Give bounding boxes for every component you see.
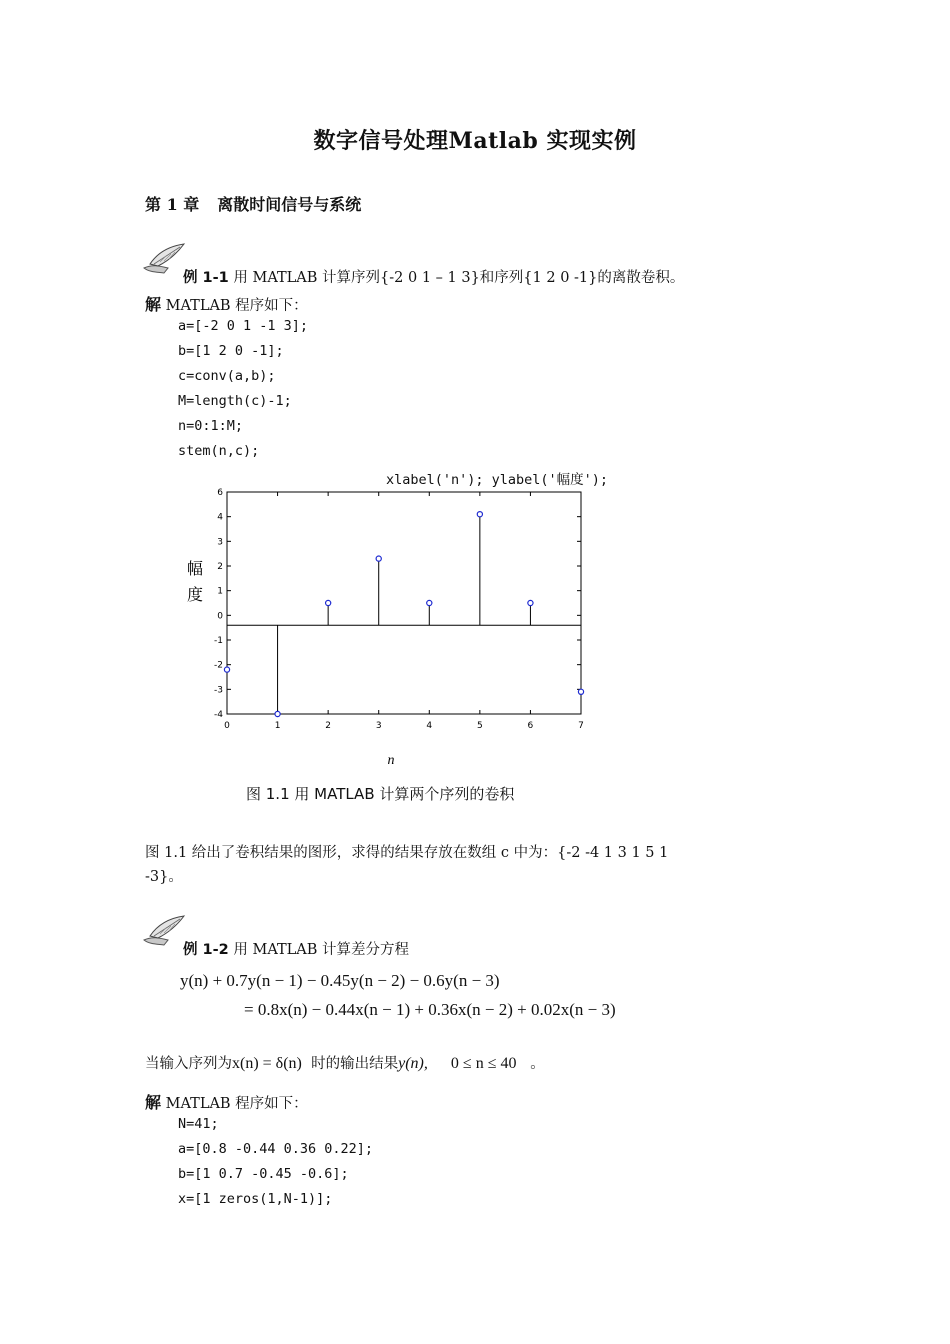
- x-tick-label: 6: [527, 721, 534, 731]
- solution-line: [145, 1090, 308, 1113]
- x-axis-label: n: [387, 753, 395, 768]
- code-line: stem(n,c);: [178, 443, 260, 459]
- solution-line: [145, 292, 308, 315]
- code-line: x=[1 zeros(1,N-1)];: [178, 1191, 333, 1207]
- x-tick-label: 3: [375, 721, 382, 731]
- code-line: M=length(c)-1;: [178, 393, 292, 409]
- input-prefix: 当输入序列为: [145, 1056, 232, 1072]
- y-tick-label: 3: [217, 537, 223, 548]
- x-tick-label: 1: [274, 721, 281, 731]
- code-line: a=[-2 0 1 -1 3];: [178, 318, 309, 334]
- x-tick-label: 7: [578, 721, 584, 731]
- solution-text: MATLAB 程序如下：: [165, 298, 308, 314]
- example-text: 用 MATLAB 计算差分方程: [233, 942, 410, 958]
- y-tick-label: 0: [217, 611, 223, 622]
- y-tick-label: -1: [214, 636, 223, 646]
- stem-marker: [376, 556, 381, 561]
- chapter-heading: [145, 192, 361, 215]
- y-tick-label: 2: [217, 562, 223, 572]
- example-1-2-statement: [183, 938, 409, 959]
- x-tick-label: 4: [426, 721, 433, 731]
- output-symbol: y(n),: [398, 1055, 428, 1072]
- y-tick-label: -4: [214, 710, 223, 720]
- y-axis-label: 度: [186, 585, 204, 604]
- difference-equation-line-2: = 0.8x(n) − 0.44x(n − 1) + 0.36x(n − 2) + 0.02x(n − 3): [244, 1000, 616, 1019]
- result-paragraph-line-1: 图 1.1 给出了卷积结果的图形，求得的结果存放在数组 c 中为：{-2 -4 1 3 1 5 1: [145, 845, 669, 861]
- result-paragraph-line-2: -3}。: [145, 869, 183, 885]
- stem-marker: [326, 600, 331, 605]
- y-tick-label: 6: [217, 488, 223, 498]
- code-line: a=[0.8 -0.44 0.36 0.22];: [178, 1141, 374, 1157]
- page-title: 数字信号处理Matlab 实现实例: [313, 128, 637, 154]
- input-end: 。: [530, 1056, 545, 1072]
- x-tick-label: 5: [476, 721, 483, 731]
- chapter-number: 第 1 章: [145, 195, 200, 214]
- x-tick-label: 0: [224, 721, 230, 731]
- solution-text: MATLAB 程序如下：: [165, 1096, 308, 1112]
- code-line: c=conv(a,b);: [178, 368, 276, 384]
- y-tick-label: -2: [214, 660, 223, 671]
- y-tick-label: 4: [217, 512, 223, 523]
- example-label: 例 1-1: [183, 270, 229, 286]
- example-text: 用 MATLAB 计算序列{-2 0 1 – 1 3}和序列{1 2 0 -1}的离散卷积。: [233, 270, 685, 286]
- difference-equation-line-1: y(n) + 0.7y(n − 1) − 0.45y(n − 2) − 0.6y(n − 3): [180, 971, 500, 990]
- code-line: xlabel('n'); ylabel('幅度');: [386, 472, 609, 488]
- input-sequence-line: [145, 1052, 545, 1073]
- stem-marker: [224, 667, 229, 672]
- x-tick-label: 2: [325, 721, 332, 731]
- range-condition: 0 ≤ n ≤ 40: [450, 1055, 517, 1072]
- quill-pen-icon: [140, 242, 188, 276]
- input-math: x(n) = δ(n): [232, 1055, 302, 1072]
- figure-caption: 图 1.1 用 MATLAB 计算两个序列的卷积: [246, 785, 515, 803]
- stem-marker: [578, 689, 583, 694]
- example-label: 例 1-2: [183, 942, 229, 958]
- solution-mark: 解: [145, 295, 162, 314]
- y-axis-label: 幅: [186, 559, 204, 578]
- stem-marker: [528, 600, 533, 605]
- code-line: b=[1 0.7 -0.45 -0.6];: [178, 1166, 349, 1182]
- example-1-1-statement: [183, 266, 684, 287]
- stem-marker: [275, 711, 280, 716]
- y-tick-label: 1: [217, 586, 223, 597]
- code-line: n=0:1:M;: [178, 418, 244, 434]
- stem-plot: [180, 482, 610, 772]
- stem-marker: [427, 600, 432, 605]
- input-mid: 时的输出结果: [311, 1056, 399, 1072]
- code-line: N=41;: [178, 1116, 219, 1132]
- quill-pen-icon: [140, 914, 188, 948]
- solution-mark: 解: [145, 1093, 162, 1112]
- stem-marker: [477, 512, 482, 517]
- chapter-name: 离散时间信号与系统: [217, 195, 362, 214]
- code-line: b=[1 2 0 -1];: [178, 343, 284, 359]
- y-tick-label: -3: [214, 685, 223, 696]
